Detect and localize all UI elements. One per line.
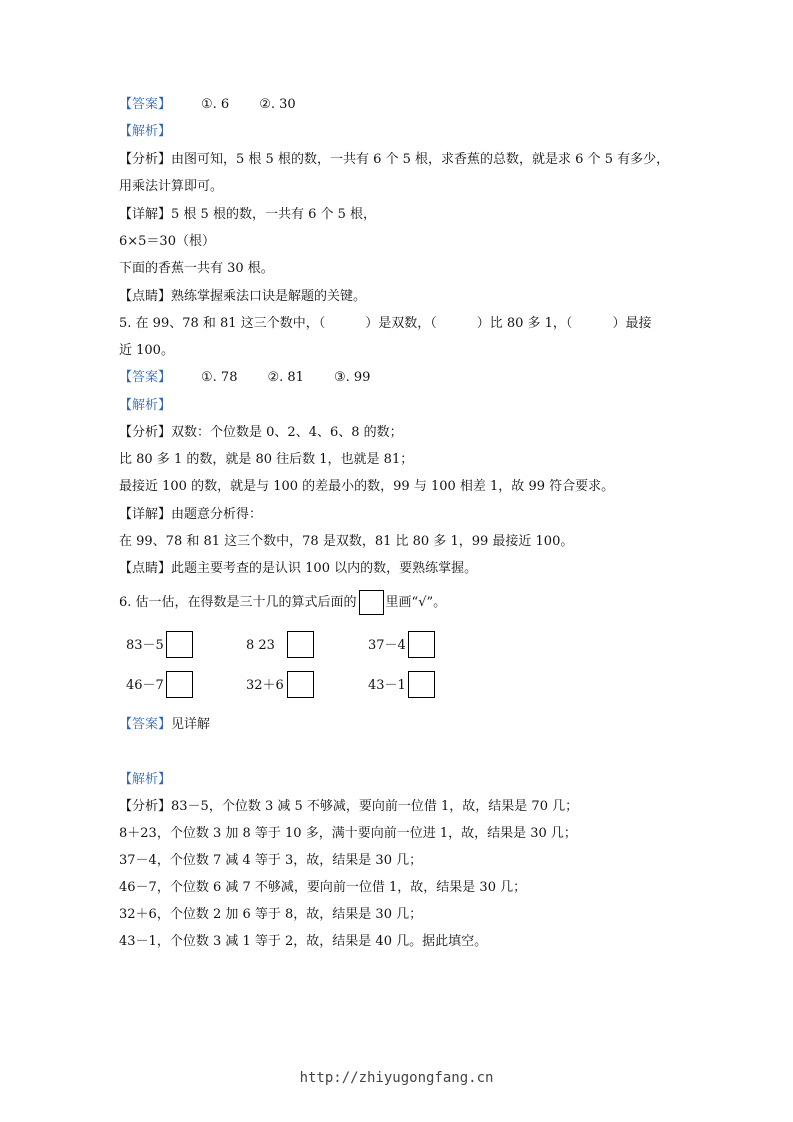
q6-expr-3: 37－4 [368, 638, 406, 653]
answer-2: ②. 30 [259, 97, 296, 112]
q6-question [119, 590, 446, 615]
answer-box-sample [359, 590, 384, 615]
q6-answer-box-5[interactable] [287, 671, 314, 698]
q5-detail-line [119, 506, 262, 524]
q6-answer-text: 见详解 [171, 717, 211, 732]
q6-fenxi-1: 83－5，个位数 3 减 5 不够减，要向前一位借 1，故，结果是 70 几； [171, 799, 579, 814]
fenxi-line [119, 151, 669, 169]
q6-analysis-tag: 【解析】 [119, 772, 172, 787]
point-line [119, 288, 366, 306]
detail-result: 下面的香蕉一共有 30 根。 [119, 261, 274, 276]
q5-analysis-tag: 【解析】 [119, 398, 172, 413]
q5-point-tag: 【点睛】 [119, 561, 172, 576]
fenxi-line-2: 用乘法计算即可。 [119, 179, 224, 194]
q6-answer-box-1[interactable] [166, 631, 193, 658]
q5-analysis-heading [119, 397, 171, 415]
q6-fenxi-5: 32＋6，个位数 2 加 6 等于 8，故，结果是 30 几； [119, 907, 423, 922]
q5-question-a: 5. 在 99、78 和 81 这三个数中，（ [119, 316, 326, 331]
q6-analysis-heading [119, 771, 171, 789]
q6-expr-1: 83－5 [126, 638, 164, 653]
q5-point-line [119, 560, 477, 578]
q5-detail-tag: 【详解】 [119, 507, 172, 522]
footer-url[interactable]: http://zhiyugongfang.cn [299, 1070, 494, 1086]
q6-question-b: 里画“√”。 [385, 595, 447, 610]
q5-answer-tag: 【答案】 [119, 370, 172, 385]
q6-answer-box-4[interactable] [166, 671, 193, 698]
q5-detail-2: 在 99、78 和 81 这三个数中，78 是双数，81 比 80 多 1，99 最接近 100。 [119, 534, 574, 549]
detail-line [119, 206, 376, 224]
point-text: 熟练掌握乘法口诀是解题的关键。 [171, 289, 367, 304]
q5-fenxi-3: 最接近 100 的数，就是与 100 的差最小的数，99 与 100 相差 1，故 99 符合要求。 [119, 479, 615, 494]
q5-answer-line [119, 369, 370, 387]
q6-fenxi-tag: 【分析】 [119, 799, 172, 814]
analysis-tag: 【解析】 [119, 124, 172, 139]
q6-fenxi-3: 37－4，个位数 7 减 4 等于 3，故，结果是 30 几； [119, 853, 423, 868]
q6-answer-line [119, 716, 210, 734]
answer-line [119, 96, 296, 114]
q5-answer-2: ②. 81 [267, 370, 304, 385]
answer-tag: 【答案】 [119, 97, 172, 112]
q6-answer-box-6[interactable] [408, 671, 435, 698]
q5-answer-3: ③. 99 [333, 370, 371, 385]
q5-question-d: ）最接 [612, 316, 652, 331]
detail-calc: 6×5＝30（根） [119, 234, 215, 249]
q5-question-b: ）是双数，（ [365, 316, 437, 331]
fenxi-text: 由图可知，5 根 5 根的数，一共有 6 个 5 根，求香蕉的总数，就是求 6 个 5 有多少， [171, 152, 670, 167]
q5-fenxi-tag: 【分析】 [119, 425, 172, 440]
q6-fenxi-2: 8＋23，个位数 3 加 8 等于 10 多，满十要向前一位进 1，故，结果是 30 几； [119, 826, 577, 841]
q5-detail-1: 由题意分析得： [171, 507, 263, 522]
q5-fenxi-2: 比 80 多 1 的数，就是 80 往后数 1，也就是 81； [119, 452, 414, 467]
q6-expr-4: 46－7 [126, 678, 164, 693]
q5-fenxi-line [119, 424, 403, 442]
q6-expr-2: 8 23 [246, 638, 275, 653]
q6-answer-box-3[interactable] [408, 631, 435, 658]
q6-fenxi-6: 43－1，个位数 3 减 1 等于 2，故，结果是 40 几。据此填空。 [119, 934, 488, 949]
q5-answer-1: ①. 78 [201, 370, 238, 385]
detail-text: 5 根 5 根的数，一共有 6 个 5 根， [171, 207, 377, 222]
q5-fenxi-1: 双数：个位数是 0、2、4、6、8 的数； [171, 425, 403, 440]
q5-question-c: ）比 80 多 1，（ [476, 316, 573, 331]
q6-answer-tag: 【答案】 [119, 717, 172, 732]
q5-question-line2: 近 100。 [119, 343, 174, 358]
analysis-heading [119, 123, 171, 141]
answer-1: ①. 6 [201, 97, 230, 112]
q5-point-text: 此题主要考查的是认识 100 以内的数，要熟练掌握。 [171, 561, 478, 576]
point-tag: 【点睛】 [119, 289, 172, 304]
q6-fenxi-4: 46－7，个位数 6 减 7 不够减，要向前一位借 1，故，结果是 30 几； [119, 880, 527, 895]
q6-question-a: 6. 估一估，在得数是三十几的算式后面的 [119, 595, 357, 610]
q6-fenxi-line [119, 798, 578, 816]
q5-question [119, 315, 651, 333]
q6-expr-6: 43－1 [368, 678, 406, 693]
detail-tag: 【详解】 [119, 207, 172, 222]
q6-answer-box-2[interactable] [287, 631, 314, 658]
fenxi-tag: 【分析】 [119, 152, 172, 167]
q6-expr-5: 32＋6 [246, 678, 284, 693]
